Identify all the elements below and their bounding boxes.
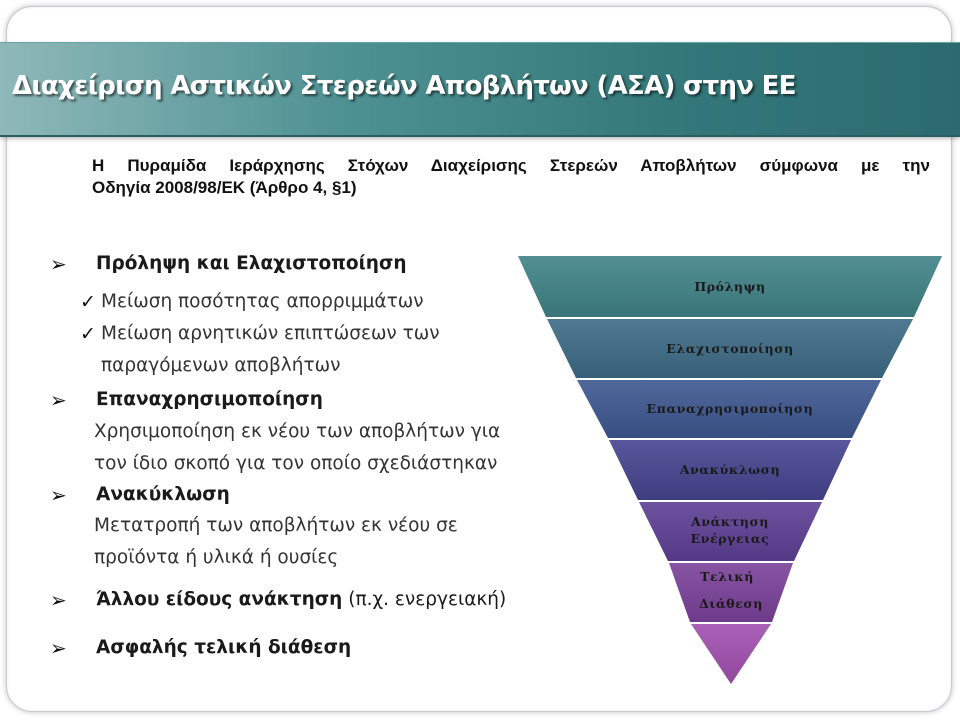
slide-title: Διαχείριση Αστικών Στερεών Αποβλήτων (ΑΣΑ) στην ΕΕ — [12, 71, 796, 101]
recovery-note: (π.χ. ενεργειακή) — [342, 589, 507, 610]
pyramid-level-final-disposal — [669, 563, 793, 622]
level-label-final-disposal-line-1: Τελική — [700, 569, 754, 584]
bullet-heading-recycling: Ανακύκλωση — [96, 484, 230, 505]
level-label-recycling: Ανακύκλωση — [679, 462, 781, 477]
recovery-heading-text: Άλλου είδους ανάκτηση — [96, 589, 343, 610]
reuse-description-line-2: τον ίδιο σκοπό για τον οποίο σχεδιάστηκαν — [94, 453, 498, 474]
pyramid-level-prevention — [518, 256, 942, 317]
bullet-heading-prevention: Πρόληψη και Ελαχιστοποίηση — [96, 253, 407, 274]
bullet-heading-recovery — [96, 589, 506, 610]
reuse-description-line-1: Χρησιμοποίηση εκ νέου των αποβλήτων για — [94, 421, 501, 442]
bullet-heading-disposal: Ασφαλής τελική διάθεση — [96, 637, 352, 658]
recycling-description-line-1: Μετατροπή των αποβλήτων εκ νέου σε — [94, 515, 458, 536]
pyramid-level-minimization — [547, 319, 913, 378]
level-label-prevention: Πρόληψη — [694, 279, 766, 294]
pyramid-level-recycling — [609, 440, 851, 500]
level-label-final-disposal-line-2: Διάθεση — [699, 596, 763, 611]
level-label-energy-recovery-line-1: Ανάκτηση — [691, 514, 769, 529]
recycling-description-line-2: προϊόντα ή υλικά ή ουσίες — [94, 547, 339, 568]
bullet-heading-reuse: Επαναχρησιμοποίηση — [96, 389, 323, 410]
sub-bullet-impacts: Μείωση αρνητικών επιπτώσεων των — [101, 323, 440, 344]
arrow-bullet-icon: ➢ — [50, 252, 67, 276]
pyramid-level-tip — [691, 624, 771, 684]
checkmark-icon: ✓ — [80, 291, 96, 313]
arrow-bullet-icon: ➢ — [50, 636, 67, 660]
arrow-bullet-icon: ➢ — [50, 588, 67, 612]
pyramid-level-energy-recovery — [639, 502, 822, 561]
arrow-bullet-icon: ➢ — [50, 483, 67, 507]
pyramid-level-reuse — [577, 380, 881, 438]
level-label-minimization: Ελαχιστοποίηση — [666, 341, 794, 356]
subtitle-line-2: Οδηγία 2008/98/ΕΚ (Άρθρο 4, §1) — [92, 178, 357, 197]
subtitle-line-1: Η Πυραμίδα Ιεράρχησης Στόχων Διαχείρισης Στερεών Αποβλήτων σύμφωνα με την — [92, 156, 930, 175]
sub-bullet-quantity: Μείωση ποσότητας απορριμμάτων — [101, 291, 424, 312]
arrow-bullet-icon: ➢ — [50, 388, 67, 412]
waste-hierarchy-pyramid — [518, 256, 942, 686]
level-label-energy-recovery-line-2: Ενέργειας — [690, 531, 770, 546]
checkmark-icon: ✓ — [80, 323, 96, 345]
sub-bullet-impacts-cont: παραγόμενων αποβλήτων — [101, 355, 341, 376]
level-label-reuse: Επαναχρησιμοποίηση — [646, 401, 814, 416]
